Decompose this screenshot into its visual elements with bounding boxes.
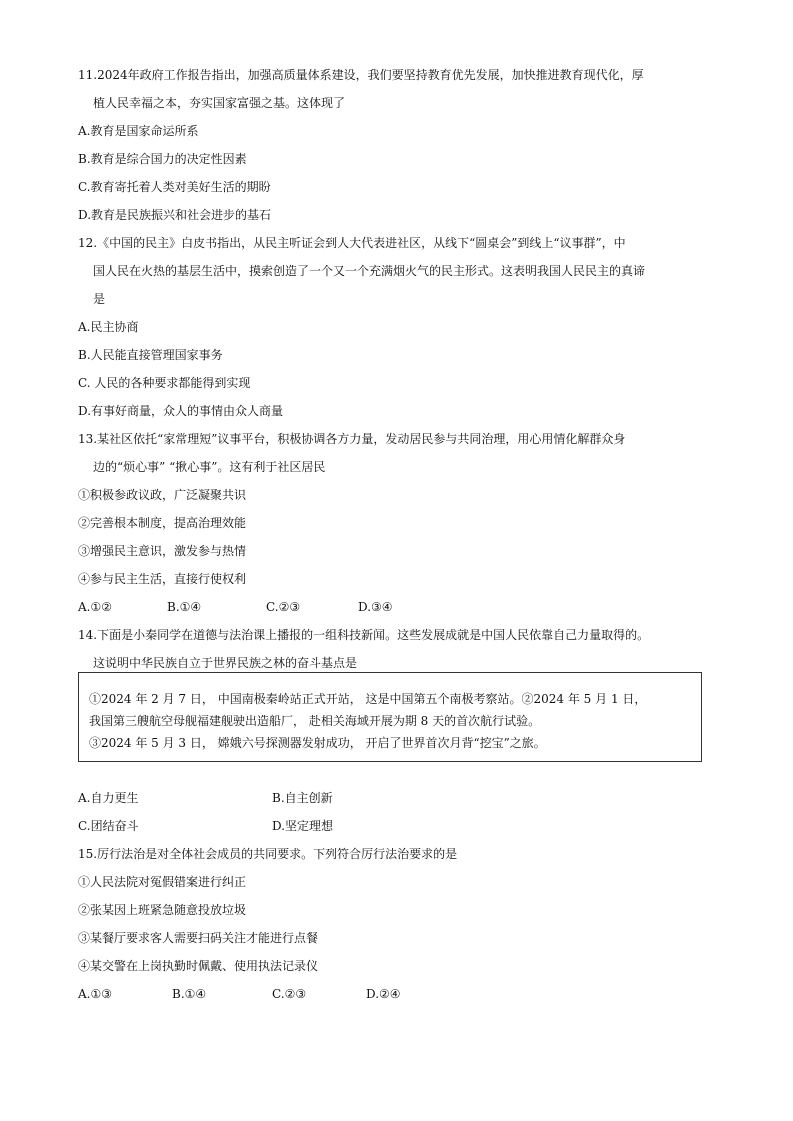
q12-option-d: D.有事好商量，众人的事情由众人商量 [78,404,284,418]
q14-choice-c: C.团结奋斗 [78,819,139,833]
q12-stem-line2: 国人民在火热的基层生活中，摸索创造了一个又一个充满烟火气的民主形式。这表明我国人民民主的真谛 [93,264,646,278]
q15-choice-b: B.①④ [172,987,207,1001]
q13-stem-line2: 边的“烦心事” “揪心事”。这有利于社区居民 [93,460,326,474]
q11-option-d: D.教育是民族振兴和社会进步的基石 [78,208,272,222]
q15-item-4: ④某交警在上岗执勤时佩戴、使用执法记录仪 [78,959,319,973]
q13-stem-line1: 13.某社区依托“家常理短”议事平台，积极协调各方力量，发动居民参与共同治理，用心用情化解群众身 [78,432,626,446]
q14-news-line2: 我国第三艘航空母舰福建舰驶出造船厂， 赴相关海域开展为期 8 天的首次航行试验。 [89,714,541,728]
q11-option-a: A.教育是国家命运所系 [78,124,199,138]
q11-option-c: C.教育寄托着人类对美好生活的期盼 [78,180,271,194]
q12-option-a: A.民主协商 [78,320,139,334]
q13-item-4: ④参与民主生活，直接行使权利 [78,572,247,586]
q14-news-line3: ③2024 年 5 月 3 日， 嫦娥六号探测器发射成功， 开启了世界首次月背“挖宝”之旅。 [89,736,546,750]
q11-stem-line2: 植人民幸福之本，夯实国家富强之基。这体现了 [93,96,346,110]
q13-choice-c: C.②③ [266,600,301,614]
q14-choice-d: D.坚定理想 [272,819,334,833]
q15-item-1: ①人民法院对冤假错案进行纠正 [78,875,247,889]
q15-stem-line1: 15.厉行法治是对全体社会成员的共同要求。下列符合厉行法治要求的是 [78,847,458,861]
q14-stem-line1: 14.下面是小秦同学在道德与法治课上播报的一组科技新闻。这些发展成就是中国人民依靠自己力量取得的。 [78,628,650,642]
q12-option-b: B.人民能直接管理国家事务 [78,348,223,362]
q15-choice-a: A.①③ [78,987,112,1001]
q13-item-2: ②完善根本制度，提高治理效能 [78,516,247,530]
q12-option-c: C. 人民的各种要求都能得到实现 [78,376,251,390]
q13-choice-b: B.①④ [167,600,202,614]
q13-choice-a: A.①② [78,600,112,614]
q13-item-3: ③增强民主意识，激发参与热情 [78,544,247,558]
q15-choice-c: C.②③ [272,987,307,1001]
q13-choice-d: D.③④ [358,600,393,614]
q13-item-1: ①积极参政议政，广泛凝聚共识 [78,488,247,502]
q14-news-line1: ①2024 年 2 月 7 日， 中国南极秦岭站正式开站， 这是中国第五个南极考察站。②2024 年 5 月 1 日， [89,692,647,706]
q12-stem-line1: 12.《中国的民主》白皮书指出，从民主听证会到人大代表进社区，从线下“圆桌会”到线上“议事群”，中 [78,236,626,250]
q12-stem-line3: 是 [93,292,106,306]
q14-choice-a: A.自力更生 [78,791,139,805]
q15-item-3: ③某餐厅要求客人需要扫码关注才能进行点餐 [78,931,319,945]
q14-choice-b: B.自主创新 [272,791,333,805]
q14-news-box [78,672,702,762]
q15-item-2: ②张某因上班紧急随意投放垃圾 [78,903,247,917]
q11-stem-line1: 11.2024年政府工作报告指出，加强高质量体系建设，我们要坚持教育优先发展，加快推进教育现代化，厚 [78,68,644,82]
q14-stem-line2: 这说明中华民族自立于世界民族之林的奋斗基点是 [93,656,358,670]
q15-choice-d: D.②④ [366,987,401,1001]
q11-option-b: B.教育是综合国力的决定性因素 [78,152,247,166]
